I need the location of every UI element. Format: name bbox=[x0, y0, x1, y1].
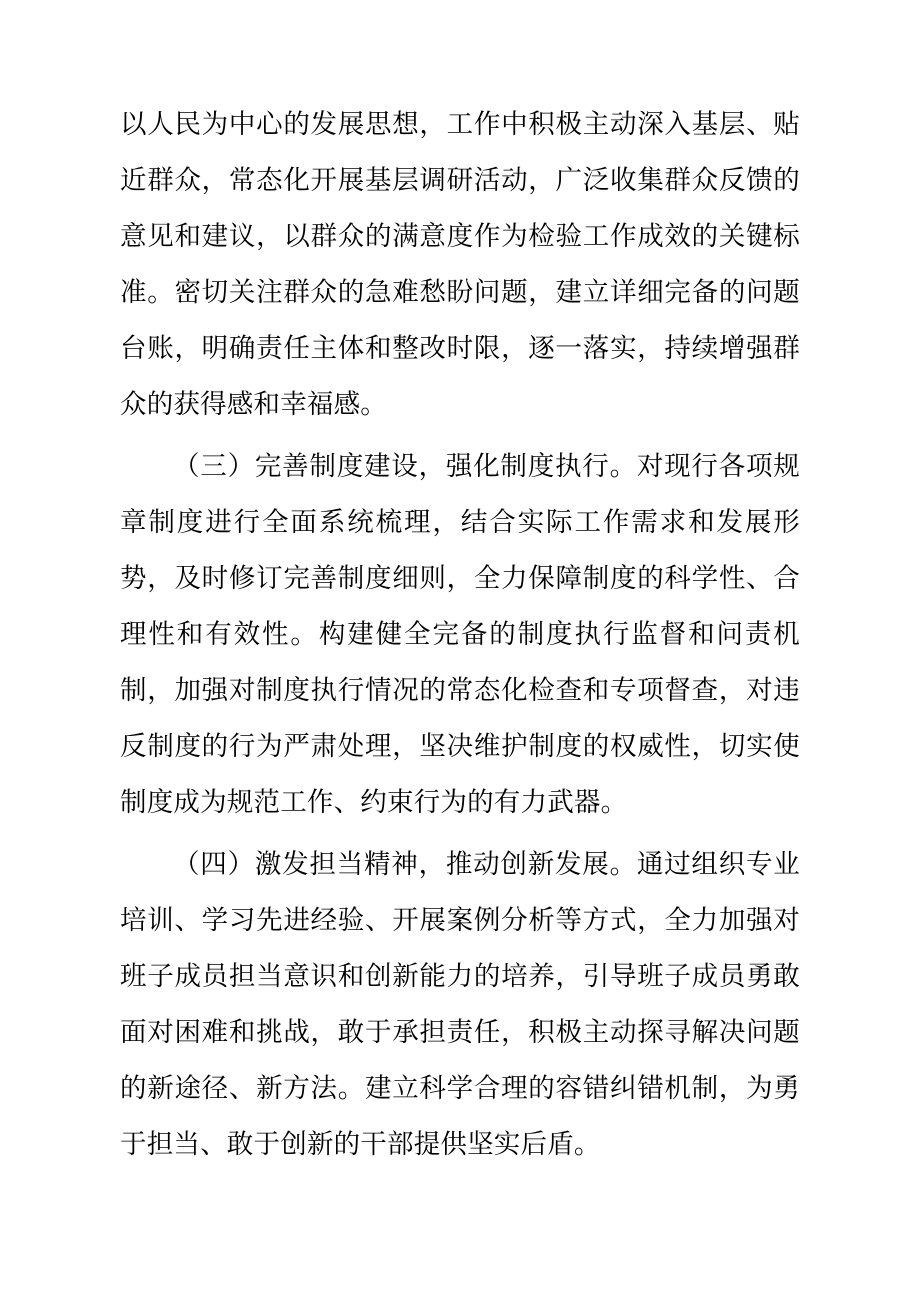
document-body bbox=[120, 96, 800, 1172]
paragraph-continued: 以人民为中心的发展思想，工作中积极主动深入基层、贴近群众，常态化开展基层调研活动，广泛收集群众反馈的意见和建议，以群众的满意度作为检验工作成效的关键标准。密切关注群众的急难愁盼问题，建立详细完备的问题台账，明确责任主体和整改时限，逐一落实，持续增强群众的获得感和幸福感。 bbox=[120, 109, 800, 419]
paragraph-section-four: （四）激发担当精神，推动创新发展。通过组织专业培训、学习先进经验、开展案例分析等方式，全力加强对班子成员担当意识和创新能力的培养，引导班子成员勇敢面对困难和挑战，敢于承担责任，积极主动探寻解决问题的新途径、新方法。建立科学合理的容错纠错机制，为勇于担当、敢于创新的干部提供坚实后盾。 bbox=[120, 849, 800, 1159]
paragraph-section-three: （三）完善制度建设，强化制度执行。对现行各项规章制度进行全面系统梳理，结合实际工作需求和发展形势，及时修订完善制度细则，全力保障制度的科学性、合理性和有效性。构建健全完备的制度执行监督和问责机制，加强对制度执行情况的常态化检查和专项督查，对违反制度的行为严肃处理，坚决维护制度的权威性，切实使制度成为规范工作、约束行为的有力武器。 bbox=[120, 451, 800, 817]
